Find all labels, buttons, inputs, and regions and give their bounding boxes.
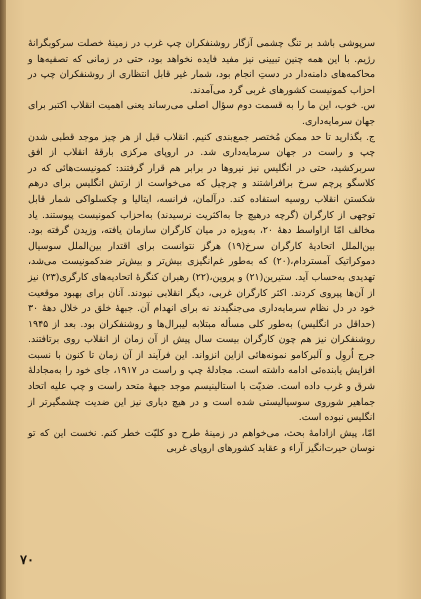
body-text [28, 36, 375, 457]
page-binding-edge [0, 0, 6, 599]
page-number: ۷۰ [20, 553, 34, 568]
paragraph-4: امّا، پیش ازادامهٔ بحث، می‌خواهم در زمینهٔ طرح دو کلیّت خطر کنم. نخست این که تو نوسان حیرت‌انگیز آراء و عقاید کشورهای اروپای غربی [28, 427, 375, 455]
paragraph-1: سرپوشی باشد بر تنگ چشمی آزگار روشنفکران چپ غرب در زمینهٔ خصلت سرکوبگرانهٔ رژیم. با این همه چنین تبیینی نیز مفید فایده نخواهد بود، حتی در زمانی که تصفیه‌ها و محاکمه‌های دامنه‌دار در دستِ انجام بود، شمار غیر قابل انتظاری از روشنفکران چپ در احزاب کمونیست کشورهای غربی گرد می‌آمدند. [28, 38, 375, 96]
paragraph-3: ج. بگذارید تا حد ممکن مُختصر جمع‌بندی کنیم. انقلاب قبل از هر چیز موجد قطبی شدن چپ و راست در جهان سرمایه‌داری شد. در اروپای مرکزی بارقهٔ انقلاب از افق سربرکشید، حتی در انگلیس نیز نیروها در برابر هم قرار گرفتند: کمونیست‌هائی که در کلاسگو پرچم سرخ برافراشتند و چرچیل که می‌خواست از ارتش انگلیس برای درهم شکستن انقلاب روسیه استفاده کند. درآلمان، فرانسه، ایتالیا و چکسلواکی شمار قابل توجهی از کارگران (گرچه درهیچ جا به‌اکثریت نرسیدند) به‌احزاب کمونیست پیوستند. یاد مخالف امّا ازاواسط دههٔ ۲۰، به‌ویژه در میان کارگران سازمان یافته، وزیدن گرفته بود. بین‌الملل اتحادیهٔ کارگران سرخ(۱۹) هرگز نتوانست برای اقتدار بین‌الملل سوسیال دموکراتیک آمستردام،(۲۰) که به‌طور غم‌انگیزی بیش‌تر و بیش‌تر ضدکمونیست می‌شد، تهدیدی به‌حساب آید. ستیرین(۲۱) و پروین،(۲۲) رهبران کنگرهٔ اتحادیه‌های کارگری(۲۳) نیز از آن‌ها پیروی کردند. اکثر کارگران غربی، دیگر انقلابی نبودند. آنان برای بهبود موقعیت خود در دل نظام سرمایه‌داری می‌جنگیدند نه برای انهدام آن. جبههٔ خلق در خلال دههٔ ۳۰ (حداقل در انگلیس) به‌طور کلی مسأله مبتلابه لیبرال‌ها و روشنفکران بود. بعد از ۱۹۴۵ روشنفکران نیز هم چون کارگران بیست سال پیش از آن زمان از انقلاب روی برتافتند. جرج اُروِل و آلبرکامو نمونه‌هائی ازاین انزواند. این فرآیند از آن زمان تا کنون با نسبت افزایش یابنده‌ئی ادامه داشته است. مجادلهٔ چپ و راست در ۱۹۱۷، جای خود را به‌مجادلهٔ شرق و غرب داده است. ضدیّت با استالینیسم موجد جبههٔ متحد راست و چپ علیه اتحاد جماهیر شوروی سوسیالیستی شده است و در هیچ دیاری نیز این ضدیت چشمگیرتر از انگلیس نبوده است. [28, 131, 376, 424]
paragraph-2: س. خوب، این ما را به قسمت دوم سؤال اصلی می‌رساند یعنی اهمیت انقلاب اکتبر برای جهان سرمایه‌داری. [28, 100, 375, 127]
